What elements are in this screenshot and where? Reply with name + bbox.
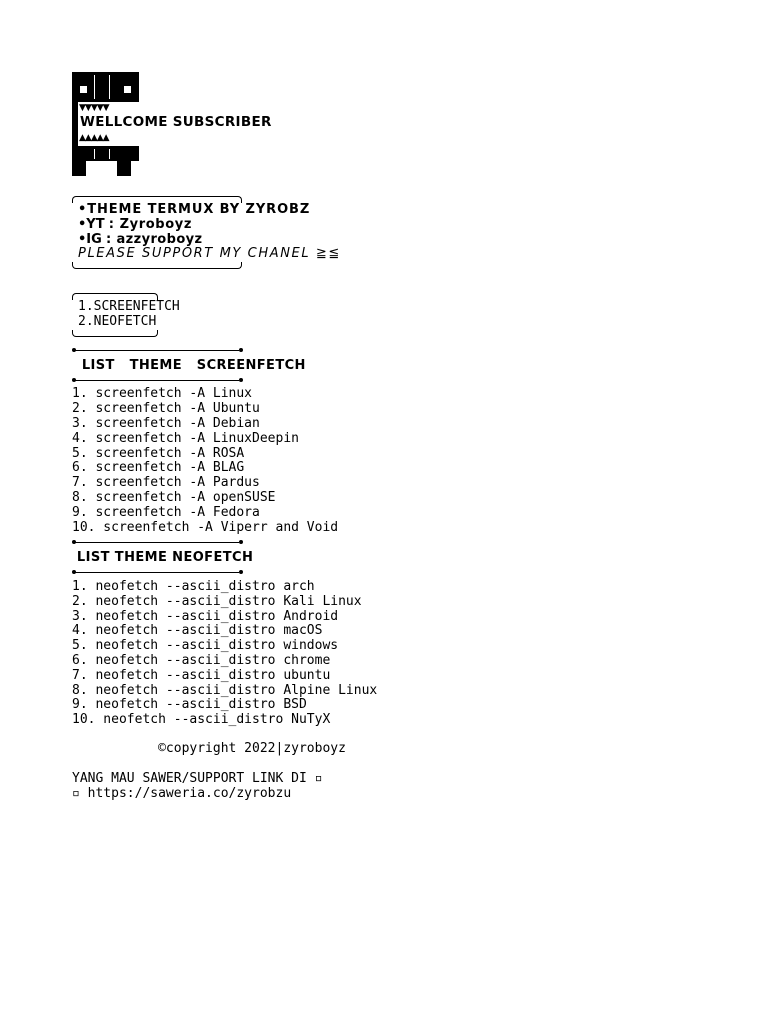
ig-value: : azzyroboyz xyxy=(105,231,203,247)
menu-item-screenfetch: 1.SCREENFETCH xyxy=(78,299,180,315)
list-item: 5. screenfetch -A ROSA xyxy=(72,445,245,461)
menu-box xyxy=(72,293,692,337)
yt-label: •YT xyxy=(78,216,105,232)
copyright-text: ©copyright 2022|zyroboyz xyxy=(72,740,346,756)
ig-label: •IG xyxy=(78,231,102,247)
list-item: 2. screenfetch -A Ubuntu xyxy=(72,401,260,417)
logo-teeth-top: ▼▼▼▼▼ xyxy=(79,103,109,113)
list-item: 10. neofetch --ascii_distro NuTyX xyxy=(72,712,331,728)
list-item: 1. screenfetch -A Linux xyxy=(72,386,253,402)
screenfetch-list xyxy=(72,387,692,535)
list-item: 5. neofetch --ascii_distro windows xyxy=(72,638,339,654)
divider xyxy=(72,343,692,358)
divider xyxy=(72,565,692,580)
support-text: PLEASE SUPPORT MY CHANEL ≧≦ xyxy=(78,246,341,262)
info-box-bottom-border xyxy=(72,262,242,269)
list-item: 8. screenfetch -A openSUSE xyxy=(72,489,276,505)
yt-value: : Zyroboyz xyxy=(108,216,192,232)
list-item: 6. neofetch --ascii_distro chrome xyxy=(72,652,331,668)
list-item: 4. neofetch --ascii_distro macOS xyxy=(72,623,323,639)
robot-logo xyxy=(72,72,272,176)
document-page xyxy=(72,72,692,801)
welcome-heading: WELLCOME SUBSCRIBER xyxy=(80,114,272,130)
logo-eye-right xyxy=(124,86,131,93)
menu-item-neofetch: 2.NEOFETCH xyxy=(78,313,157,329)
logo-teeth-bottom: ▲▲▲▲▲ xyxy=(79,133,109,143)
divider xyxy=(72,373,692,388)
logo-jaw-block xyxy=(72,146,139,161)
list-item: 6. screenfetch -A BLAG xyxy=(72,460,245,476)
saweria-link[interactable]: ▫ https://saweria.co/zyrobzu xyxy=(72,785,292,801)
list-item: 9. screenfetch -A Fedora xyxy=(72,504,260,520)
list-item: 9. neofetch --ascii_distro BSD xyxy=(72,697,307,713)
list-item: 3. screenfetch -A Debian xyxy=(72,415,260,431)
screenfetch-title: LIST THEME SCREENFETCH xyxy=(72,357,306,373)
sawer-text: YANG MAU SAWER/SUPPORT LINK DI ▫ xyxy=(72,770,323,786)
list-item: 3. neofetch --ascii_distro Android xyxy=(72,608,339,624)
neofetch-title: LIST THEME NEOFETCH xyxy=(72,550,254,566)
list-item: 7. screenfetch -A Pardus xyxy=(72,475,260,491)
info-box xyxy=(72,196,692,269)
list-item: 8. neofetch --ascii_distro Alpine Linux xyxy=(72,682,378,698)
list-item: 2. neofetch --ascii_distro Kali Linux xyxy=(72,593,362,609)
list-item: 7. neofetch --ascii_distro ubuntu xyxy=(72,667,331,683)
menu-box-bottom-border xyxy=(72,330,158,337)
logo-eye-left xyxy=(80,86,87,93)
neofetch-list xyxy=(72,580,692,728)
divider xyxy=(72,535,692,550)
list-item: 10. screenfetch -A Viperr and Void xyxy=(72,519,339,535)
yt-line xyxy=(78,218,692,233)
ig-line xyxy=(78,233,692,248)
list-item: 1. neofetch --ascii_distro arch xyxy=(72,578,315,594)
theme-title: •THEME TERMUX BY ZYROBZ xyxy=(78,202,311,217)
list-item: 4. screenfetch -A LinuxDeepin xyxy=(72,430,299,446)
